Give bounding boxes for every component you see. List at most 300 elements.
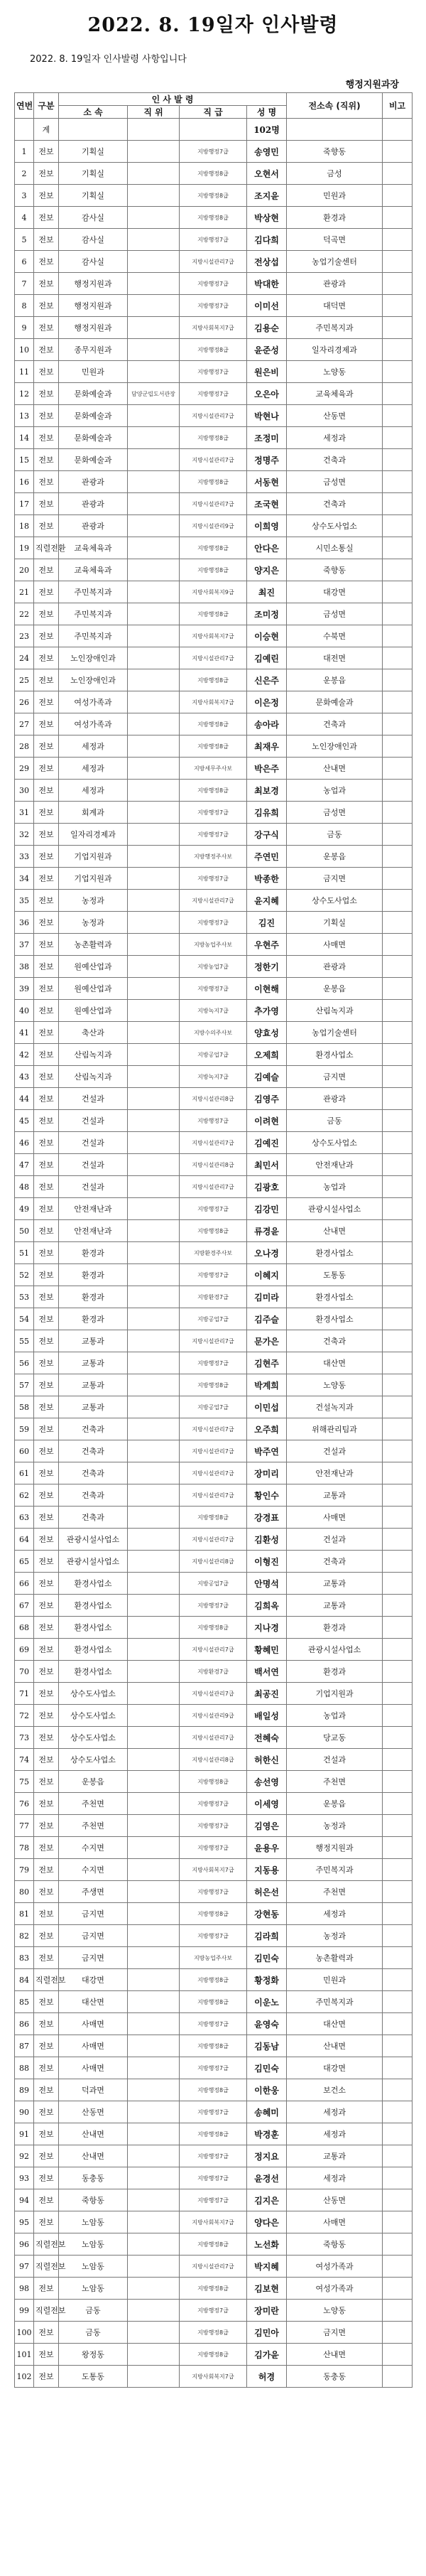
row-type: 전보	[34, 669, 59, 691]
row-type: 전보	[34, 1793, 59, 1815]
table-row	[15, 229, 413, 251]
row-grade: 지방행정7급	[180, 2101, 247, 2123]
row-dept: 산내면	[59, 2145, 128, 2167]
row-note	[383, 868, 413, 890]
row-type: 전보	[34, 2035, 59, 2057]
row-dept: 운봉읍	[59, 1771, 128, 1793]
row-name: 윤영숙	[247, 2013, 287, 2035]
row-type: 전보	[34, 1484, 59, 1507]
row-dept: 민원과	[59, 361, 128, 383]
row-grade: 지방사회복지7급	[180, 691, 247, 713]
table-row	[15, 2101, 413, 2123]
row-no: 29	[15, 758, 34, 780]
row-no: 12	[15, 383, 34, 405]
row-dept: 감사실	[59, 229, 128, 251]
row-name: 김광호	[247, 1176, 287, 1198]
row-no: 81	[15, 1903, 34, 1925]
row-grade: 지방행정7급	[180, 1925, 247, 1947]
row-no: 43	[15, 1066, 34, 1088]
row-name: 조미정	[247, 603, 287, 625]
row-grade: 지방행정8급	[180, 339, 247, 361]
row-name: 강현동	[247, 1903, 287, 1925]
row-prev: 농업과	[287, 1176, 383, 1198]
row-type: 전보	[34, 427, 59, 449]
row-type: 전보	[34, 1639, 59, 1661]
row-type: 전보	[34, 846, 59, 868]
row-type: 전보	[34, 559, 59, 581]
row-note	[383, 1440, 413, 1462]
row-no: 98	[15, 2278, 34, 2300]
row-name: 송영민	[247, 141, 287, 163]
row-dept: 건축과	[59, 1440, 128, 1462]
table-row	[15, 1330, 413, 1352]
table-row	[15, 1396, 413, 1418]
row-dept: 산림녹지과	[59, 1066, 128, 1088]
row-dept: 원예산업과	[59, 1000, 128, 1022]
row-name: 오주희	[247, 1418, 287, 1440]
table-row	[15, 2278, 413, 2300]
row-name: 김강민	[247, 1198, 287, 1220]
row-name: 송선영	[247, 1771, 287, 1793]
row-type: 전보	[34, 1110, 59, 1132]
row-note	[383, 1617, 413, 1639]
row-no: 21	[15, 581, 34, 603]
row-prev: 대전면	[287, 647, 383, 669]
row-note	[383, 978, 413, 1000]
row-dept: 수지면	[59, 1859, 128, 1881]
row-grade: 지방시설관리7급	[180, 1529, 247, 1551]
row-prev: 건축과	[287, 449, 383, 471]
row-name: 안다은	[247, 537, 287, 559]
total-no	[15, 119, 34, 141]
row-type: 전보	[34, 471, 59, 493]
row-note	[383, 846, 413, 868]
row-name: 조국현	[247, 493, 287, 515]
row-name: 오나경	[247, 1242, 287, 1264]
row-type: 전보	[34, 1242, 59, 1264]
row-name: 최진	[247, 581, 287, 603]
row-grade: 지방행정8급	[180, 207, 247, 229]
row-grade: 지방행정7급	[180, 824, 247, 846]
row-no: 2	[15, 163, 34, 185]
table-row	[15, 1418, 413, 1440]
row-grade: 지방행정7급	[180, 1881, 247, 1903]
row-name: 이승현	[247, 625, 287, 647]
row-name: 오은아	[247, 383, 287, 405]
row-position	[128, 625, 180, 647]
table-row	[15, 383, 413, 405]
row-prev: 환경과	[287, 1617, 383, 1639]
row-position	[128, 912, 180, 934]
row-grade: 지방시설관리9급	[180, 1705, 247, 1727]
header-position: 직 위	[128, 106, 180, 119]
row-no: 33	[15, 846, 34, 868]
row-dept: 교육체육과	[59, 537, 128, 559]
row-note	[383, 229, 413, 251]
row-prev: 기업지원과	[287, 1683, 383, 1705]
row-note	[383, 559, 413, 581]
row-grade: 지방행정8급	[180, 427, 247, 449]
row-position	[128, 185, 180, 207]
row-type: 전보	[34, 339, 59, 361]
row-position	[128, 1440, 180, 1462]
row-dept: 동충동	[59, 2167, 128, 2189]
row-type: 전보	[34, 273, 59, 295]
row-name: 박현나	[247, 405, 287, 427]
row-grade: 지방행정8급	[180, 780, 247, 802]
row-no: 93	[15, 2167, 34, 2189]
row-no: 27	[15, 713, 34, 735]
row-dept: 기획실	[59, 185, 128, 207]
row-note	[383, 2344, 413, 2366]
row-name: 황인수	[247, 1484, 287, 1507]
row-no: 1	[15, 141, 34, 163]
row-note	[383, 1771, 413, 1793]
table-row	[15, 912, 413, 934]
row-no: 76	[15, 1793, 34, 1815]
row-grade: 지방농업7급	[180, 956, 247, 978]
row-type: 전보	[34, 1683, 59, 1705]
row-dept: 주민복지과	[59, 581, 128, 603]
table-row	[15, 713, 413, 735]
row-grade: 지방행정7급	[180, 1837, 247, 1859]
row-type: 전보	[34, 295, 59, 317]
table-row	[15, 2211, 413, 2233]
row-prev: 죽항동	[287, 2233, 383, 2256]
row-grade: 지방행정8급	[180, 603, 247, 625]
table-row	[15, 559, 413, 581]
row-grade: 지방행정8급	[180, 559, 247, 581]
row-type: 전보	[34, 1815, 59, 1837]
row-position	[128, 1308, 180, 1330]
row-dept: 농정과	[59, 912, 128, 934]
row-name: 김예린	[247, 647, 287, 669]
row-dept: 환경과	[59, 1264, 128, 1286]
row-grade: 지방행정7급	[180, 361, 247, 383]
row-name: 김민아	[247, 2322, 287, 2344]
row-note	[383, 295, 413, 317]
row-name: 김환성	[247, 1529, 287, 1551]
row-grade: 지방시설관리7급	[180, 890, 247, 912]
row-type: 전보	[34, 1396, 59, 1418]
row-type: 전보	[34, 251, 59, 273]
row-type: 전보	[34, 1198, 59, 1220]
row-name: 문가은	[247, 1330, 287, 1352]
row-name: 정지요	[247, 2145, 287, 2167]
row-note	[383, 1176, 413, 1198]
row-name: 최재우	[247, 735, 287, 758]
row-prev: 환경과	[287, 1661, 383, 1683]
row-type: 전보	[34, 493, 59, 515]
row-prev: 주민복지과	[287, 1991, 383, 2013]
table-row	[15, 1991, 413, 2013]
row-name: 김보현	[247, 2278, 287, 2300]
row-no: 69	[15, 1639, 34, 1661]
row-prev: 대덕면	[287, 295, 383, 317]
row-note	[383, 1242, 413, 1264]
row-prev: 사매면	[287, 2211, 383, 2233]
row-dept: 여성가족과	[59, 713, 128, 735]
row-position	[128, 2233, 180, 2256]
row-type: 직렬전보	[34, 2256, 59, 2278]
row-note	[383, 934, 413, 956]
row-type: 전보	[34, 2079, 59, 2101]
row-note	[383, 2123, 413, 2145]
row-type: 전보	[34, 1837, 59, 1859]
row-name: 이려현	[247, 1110, 287, 1132]
table-row	[15, 1815, 413, 1837]
row-dept: 감사실	[59, 251, 128, 273]
row-prev: 기획실	[287, 912, 383, 934]
row-position	[128, 846, 180, 868]
row-position	[128, 1176, 180, 1198]
row-dept: 안전재난과	[59, 1220, 128, 1242]
row-position	[128, 273, 180, 295]
row-dept: 금지면	[59, 1947, 128, 1969]
table-row	[15, 2079, 413, 2101]
row-no: 7	[15, 273, 34, 295]
row-no: 79	[15, 1859, 34, 1881]
row-no: 10	[15, 339, 34, 361]
row-position	[128, 2035, 180, 2057]
row-position	[128, 1110, 180, 1132]
row-no: 75	[15, 1771, 34, 1793]
header-note: 비고	[383, 93, 413, 119]
row-prev: 건축과	[287, 1330, 383, 1352]
table-row	[15, 1462, 413, 1484]
header-no: 연번	[15, 93, 34, 119]
row-grade: 지방시설관리7급	[180, 1639, 247, 1661]
row-dept: 건축과	[59, 1507, 128, 1529]
row-no: 39	[15, 978, 34, 1000]
row-type: 전보	[34, 361, 59, 383]
row-type: 전보	[34, 934, 59, 956]
row-no: 77	[15, 1815, 34, 1837]
row-dept: 교육체육과	[59, 559, 128, 581]
row-dept: 산내면	[59, 2123, 128, 2145]
table-row	[15, 2322, 413, 2344]
row-grade: 지방행정7급	[180, 2300, 247, 2322]
row-name: 강구식	[247, 824, 287, 846]
table-row	[15, 449, 413, 471]
row-grade: 지방행정7급	[180, 2167, 247, 2189]
row-dept: 상수도사업소	[59, 1683, 128, 1705]
row-position	[128, 2322, 180, 2344]
row-no: 32	[15, 824, 34, 846]
row-name: 김미라	[247, 1286, 287, 1308]
row-dept: 종무지원과	[59, 339, 128, 361]
row-position	[128, 1154, 180, 1176]
row-prev: 대강면	[287, 581, 383, 603]
row-name: 송혜미	[247, 2101, 287, 2123]
row-no: 99	[15, 2300, 34, 2322]
row-prev: 운봉읍	[287, 1793, 383, 1815]
row-prev: 환경사업소	[287, 1286, 383, 1308]
row-position	[128, 2256, 180, 2278]
row-note	[383, 2145, 413, 2167]
row-no: 36	[15, 912, 34, 934]
table-row	[15, 1595, 413, 1617]
row-note	[383, 2079, 413, 2101]
row-dept: 금동	[59, 2322, 128, 2344]
row-no: 17	[15, 493, 34, 515]
row-name: 허경	[247, 2366, 287, 2388]
header-prev: 전소속 (직위)	[287, 93, 383, 119]
header-name: 성 명	[247, 106, 287, 119]
row-type: 전보	[34, 2057, 59, 2079]
row-grade: 지방시설관리8급	[180, 1551, 247, 1573]
row-position	[128, 471, 180, 493]
row-position	[128, 1132, 180, 1154]
row-dept: 축산과	[59, 1022, 128, 1044]
row-type: 전보	[34, 2013, 59, 2035]
row-name: 지나경	[247, 1617, 287, 1639]
row-name: 박은주	[247, 758, 287, 780]
row-name: 황정화	[247, 1969, 287, 1991]
table-row	[15, 1110, 413, 1132]
row-dept: 원예산업과	[59, 956, 128, 978]
table-row	[15, 471, 413, 493]
row-prev: 금성	[287, 163, 383, 185]
row-grade: 지방행정8급	[180, 1903, 247, 1925]
row-no: 101	[15, 2344, 34, 2366]
row-no: 25	[15, 669, 34, 691]
row-position	[128, 1749, 180, 1771]
row-position	[128, 449, 180, 471]
row-dept: 산동면	[59, 2101, 128, 2123]
table-row	[15, 1154, 413, 1176]
row-dept: 노암동	[59, 2233, 128, 2256]
row-note	[383, 713, 413, 735]
row-type: 전보	[34, 229, 59, 251]
row-name: 양지은	[247, 559, 287, 581]
row-note	[383, 1507, 413, 1529]
row-grade: 지방시설관리7급	[180, 647, 247, 669]
table-row	[15, 1639, 413, 1661]
row-grade: 지방행정8급	[180, 2123, 247, 2145]
row-note	[383, 449, 413, 471]
row-name: 윤지혜	[247, 890, 287, 912]
row-note	[383, 1683, 413, 1705]
row-name: 김라희	[247, 1925, 287, 1947]
row-name: 이세영	[247, 1793, 287, 1815]
row-grade: 지방행정7급	[180, 868, 247, 890]
row-prev: 상수도사업소	[287, 515, 383, 537]
row-position	[128, 1264, 180, 1286]
row-note	[383, 824, 413, 846]
row-grade: 지방시설관리7급	[180, 1484, 247, 1507]
row-type: 전보	[34, 868, 59, 890]
row-position	[128, 1066, 180, 1088]
row-no: 6	[15, 251, 34, 273]
table-row	[15, 1617, 413, 1639]
row-prev: 금지면	[287, 1066, 383, 1088]
row-type: 전보	[34, 1507, 59, 1529]
issuing-department: 행정지원과장	[345, 80, 399, 90]
row-name: 정명주	[247, 449, 287, 471]
table-row	[15, 2344, 413, 2366]
row-note	[383, 625, 413, 647]
row-type: 전보	[34, 2278, 59, 2300]
row-note	[383, 1925, 413, 1947]
row-type: 전보	[34, 1705, 59, 1727]
row-type: 전보	[34, 1440, 59, 1462]
row-prev: 행정지원과	[287, 1837, 383, 1859]
row-note	[383, 1286, 413, 1308]
row-dept: 금동	[59, 2300, 128, 2322]
row-no: 44	[15, 1088, 34, 1110]
row-grade: 지방행정8급	[180, 2035, 247, 2057]
row-prev: 관광시설사업소	[287, 1639, 383, 1661]
row-prev: 보건소	[287, 2079, 383, 2101]
row-name: 박지혜	[247, 2256, 287, 2278]
row-note	[383, 669, 413, 691]
table-row	[15, 2013, 413, 2035]
row-name: 김민숙	[247, 1947, 287, 1969]
row-name: 우현주	[247, 934, 287, 956]
table-row	[15, 1727, 413, 1749]
row-grade: 지방시설관리7급	[180, 1176, 247, 1198]
row-type: 전보	[34, 1286, 59, 1308]
row-note	[383, 1022, 413, 1044]
row-position	[128, 339, 180, 361]
row-type: 전보	[34, 141, 59, 163]
row-note	[383, 2057, 413, 2079]
row-name: 장미란	[247, 2300, 287, 2322]
row-grade: 지방행정8급	[180, 2344, 247, 2366]
row-grade: 지방행정7급	[180, 141, 247, 163]
row-grade: 지방공업7급	[180, 1308, 247, 1330]
row-dept: 주민복지과	[59, 625, 128, 647]
row-position	[128, 251, 180, 273]
table-row	[15, 1573, 413, 1595]
row-name: 양다은	[247, 2211, 287, 2233]
row-position	[128, 141, 180, 163]
row-prev: 관광과	[287, 273, 383, 295]
table-row	[15, 1969, 413, 1991]
row-grade: 지방행정7급	[180, 1264, 247, 1286]
row-grade: 지방행정8급	[180, 713, 247, 735]
row-type: 전보	[34, 185, 59, 207]
row-prev: 노양동	[287, 361, 383, 383]
row-prev: 금성면	[287, 471, 383, 493]
row-prev: 금성면	[287, 802, 383, 824]
row-grade: 지방환경7급	[180, 1661, 247, 1683]
row-prev: 세정과	[287, 1903, 383, 1925]
row-position	[128, 1639, 180, 1661]
row-prev: 산내면	[287, 2344, 383, 2366]
table-row	[15, 2189, 413, 2211]
row-note	[383, 317, 413, 339]
row-no: 47	[15, 1154, 34, 1176]
table-row	[15, 868, 413, 890]
row-position	[128, 1991, 180, 2013]
row-prev: 운봉읍	[287, 669, 383, 691]
row-grade: 지방시설관리8급	[180, 1088, 247, 1110]
row-note	[383, 273, 413, 295]
row-type: 전보	[34, 163, 59, 185]
row-note	[383, 1264, 413, 1286]
row-position	[128, 2278, 180, 2300]
row-note	[383, 1727, 413, 1749]
row-no: 31	[15, 802, 34, 824]
row-name: 전상섭	[247, 251, 287, 273]
row-name: 이운노	[247, 1991, 287, 2013]
row-type: 전보	[34, 1066, 59, 1088]
row-prev: 주민복지과	[287, 317, 383, 339]
row-grade: 지방공업7급	[180, 1044, 247, 1066]
row-no: 68	[15, 1617, 34, 1639]
